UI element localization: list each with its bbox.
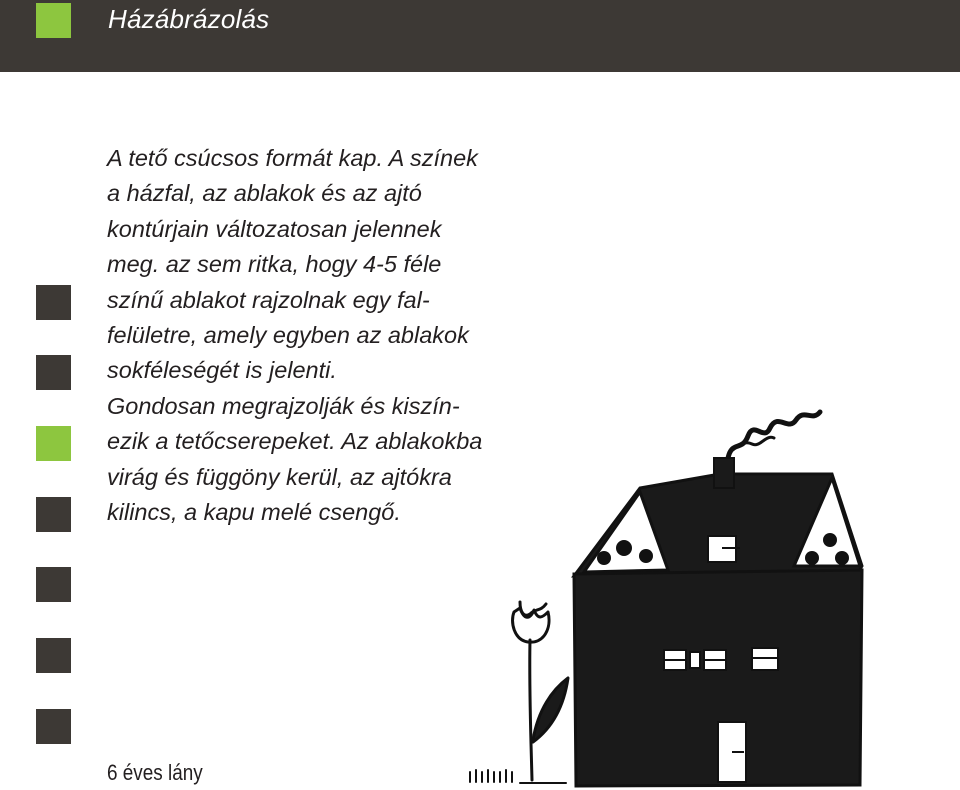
child-house-drawing <box>460 400 960 790</box>
body-line: kilincs, a kapu melé csengő. <box>107 499 401 526</box>
roof-tile <box>639 549 653 563</box>
roof-tile <box>805 551 819 565</box>
body-line: felületre, amely egyben az ablakok <box>107 322 469 349</box>
window <box>690 652 700 668</box>
roof-tile <box>823 533 837 547</box>
body-line: a házfal, az ablakok és az ajtó <box>107 180 422 207</box>
body-line: meg. az sem ritka, hogy 4-5 féle <box>107 251 442 278</box>
body-line: színű ablakot rajzolnak egy fal- <box>107 286 430 313</box>
side-square-4 <box>36 497 71 532</box>
side-square-1 <box>36 285 71 320</box>
page-title: Házábrázolás <box>108 4 270 34</box>
image-caption: 6 éves lány <box>107 760 203 785</box>
side-square-6 <box>36 638 71 673</box>
chimney <box>714 458 734 488</box>
flower-stem <box>530 640 532 780</box>
body-line: Gondosan megrajzolják és kiszín- <box>107 392 460 419</box>
side-square-5 <box>36 567 71 602</box>
header-accent-square <box>36 3 71 38</box>
body-line: A tető csúcsos formát kap. A színek <box>107 145 478 171</box>
body-line: virág és függöny kerül, az ajtókra <box>107 463 452 490</box>
side-square-7 <box>36 709 71 744</box>
roof-tile <box>616 540 632 556</box>
smoke-scribble <box>728 412 820 458</box>
header-bar <box>0 0 960 72</box>
side-square-3 <box>36 426 71 461</box>
body-line: sokféleségét is jelenti. <box>107 357 337 384</box>
roof-tile <box>597 551 611 565</box>
body-line: ezik a tetőcserepeket. Az ablakokba <box>107 428 483 455</box>
fence-scribble <box>470 770 512 782</box>
body-line: kontúrjain változatosan jelennek <box>107 215 442 242</box>
side-square-2 <box>36 355 71 390</box>
flower-leaf <box>533 678 568 742</box>
roof-tile <box>835 551 849 565</box>
